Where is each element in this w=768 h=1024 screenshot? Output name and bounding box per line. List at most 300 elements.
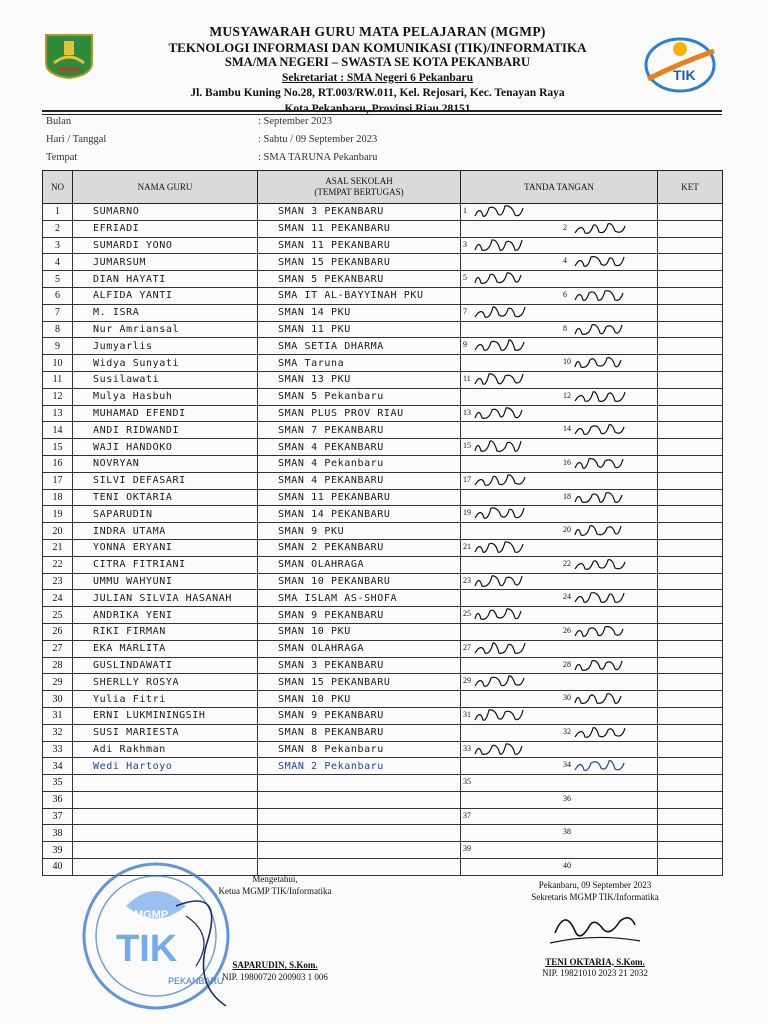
row-number: 8 xyxy=(43,321,73,338)
table-row xyxy=(43,775,723,792)
header-rule xyxy=(42,110,722,112)
signature-scribble-icon xyxy=(461,338,658,354)
table-row xyxy=(43,607,723,624)
school-name: SMA IT AL-BAYYINAH PKU xyxy=(258,287,461,304)
ket-cell xyxy=(658,607,723,624)
signature-number: 34 xyxy=(563,760,571,770)
signature-scribble-icon xyxy=(461,305,658,321)
signature-number: 19 xyxy=(463,508,471,518)
table-row xyxy=(43,758,723,775)
signature-cell xyxy=(461,590,658,607)
signature-scribble-icon xyxy=(461,355,658,371)
signature-number: 15 xyxy=(463,441,471,451)
signature-number: 11 xyxy=(463,373,471,383)
school-name: SMAN 15 PEKANBARU xyxy=(258,254,461,271)
secretary-nip: NIP. 19821010 2023 21 2032 xyxy=(542,968,648,978)
city-province: Kota Pekanbaru, Provinsi Riau 28151 xyxy=(284,102,471,115)
signature-number: 5 xyxy=(463,273,467,283)
row-number: 15 xyxy=(43,439,73,456)
table-row xyxy=(43,623,723,640)
acknowledged-label: Mengetahui, xyxy=(252,874,298,884)
svg-text:MGMP: MGMP xyxy=(134,909,169,921)
school-name: SMAN 11 PEKANBARU xyxy=(258,489,461,506)
signature-number: 22 xyxy=(563,558,571,568)
signature-scribble-icon xyxy=(461,574,658,590)
signature-number: 17 xyxy=(463,474,471,484)
org-name: MUSYAWARAH GURU MATA PELAJARAN (MGMP) xyxy=(209,24,546,39)
signature-scribble-icon xyxy=(461,490,658,506)
signature-number: 21 xyxy=(463,541,471,551)
signature-number: 27 xyxy=(463,642,471,652)
ket-cell xyxy=(658,842,723,859)
attendance-table xyxy=(42,170,723,876)
school-name: SMAN 5 PEKANBARU xyxy=(258,271,461,288)
signature-scribble-icon xyxy=(461,658,658,674)
signature-cell xyxy=(461,371,658,388)
teacher-name: SILVI DEFASARI xyxy=(73,472,258,489)
table-row xyxy=(43,590,723,607)
row-number: 38 xyxy=(43,825,73,842)
signature-cell xyxy=(461,439,658,456)
letterhead xyxy=(0,0,768,115)
table-row xyxy=(43,539,723,556)
teacher-name: YONNA ERYANI xyxy=(73,539,258,556)
table-row xyxy=(43,707,723,724)
table-row xyxy=(43,791,723,808)
signature-number: 35 xyxy=(463,777,471,787)
table-row xyxy=(43,825,723,842)
row-number: 33 xyxy=(43,741,73,758)
row-number: 20 xyxy=(43,523,73,540)
row-number: 39 xyxy=(43,842,73,859)
org-subject: TEKNOLOGI INFORMASI DAN KOMUNIKASI (TIK)/INFORMATIKA xyxy=(168,39,587,55)
row-number: 23 xyxy=(43,573,73,590)
row-number: 26 xyxy=(43,623,73,640)
row-number: 17 xyxy=(43,472,73,489)
school-name: SMAN 2 PEKANBARU xyxy=(258,539,461,556)
row-number: 6 xyxy=(43,287,73,304)
ket-cell xyxy=(658,640,723,657)
ket-cell xyxy=(658,472,723,489)
ket-cell xyxy=(658,573,723,590)
row-number: 35 xyxy=(43,775,73,792)
teacher-name: M. ISRA xyxy=(73,304,258,321)
signature-cell xyxy=(461,455,658,472)
school-name: SMAN 9 PEKANBARU xyxy=(258,607,461,624)
school-name: SMAN 11 PEKANBARU xyxy=(258,220,461,237)
table-row xyxy=(43,271,723,288)
ket-cell xyxy=(658,220,723,237)
row-number: 11 xyxy=(43,371,73,388)
signature-cell xyxy=(461,539,658,556)
signature-cell xyxy=(461,825,658,842)
ket-cell xyxy=(658,287,723,304)
signature-scribble-icon xyxy=(461,691,658,707)
signature-number: 14 xyxy=(563,424,571,434)
teacher-name: RIKI FIRMAN xyxy=(73,623,258,640)
signature-number: 2 xyxy=(563,222,567,232)
signatory-chair xyxy=(205,873,345,983)
table-row xyxy=(43,455,723,472)
school-name: SMAN 3 PEKANBARU xyxy=(258,204,461,221)
school-name: SMAN 8 Pekanbaru xyxy=(258,741,461,758)
signature-scribble-icon xyxy=(461,422,658,438)
table-row xyxy=(43,506,723,523)
table-row xyxy=(43,405,723,422)
teacher-name: NOVRYAN xyxy=(73,455,258,472)
table-row xyxy=(43,204,723,221)
table-row xyxy=(43,371,723,388)
school-name: SMAN 14 PEKANBARU xyxy=(258,506,461,523)
school-name: SMAN 9 PKU xyxy=(258,523,461,540)
row-number: 32 xyxy=(43,724,73,741)
teacher-name: EKA MARLITA xyxy=(73,640,258,657)
place-date: Pekanbaru, 09 September 2023 xyxy=(538,880,652,890)
signature-scribble-icon xyxy=(461,288,658,304)
school-name: SMAN 11 PEKANBARU xyxy=(258,237,461,254)
school-name: SMA SETIA DHARMA xyxy=(258,338,461,355)
table-row xyxy=(43,220,723,237)
teacher-name: MUHAMAD EFENDI xyxy=(73,405,258,422)
row-number: 3 xyxy=(43,237,73,254)
ket-cell xyxy=(658,455,723,472)
row-number: 28 xyxy=(43,657,73,674)
signature-scribble-icon xyxy=(461,590,658,606)
signature-cell xyxy=(461,287,658,304)
svg-text:PEKANBARU: PEKANBARU xyxy=(168,976,224,986)
signature-cell xyxy=(461,237,658,254)
svg-text:TIK: TIK xyxy=(673,67,696,83)
teacher-name: Adi Rakhman xyxy=(73,741,258,758)
teacher-name: JULIAN SILVIA HASANAH xyxy=(73,590,258,607)
ket-cell xyxy=(658,808,723,825)
signature-scribble-icon xyxy=(461,540,658,556)
signature-number: 31 xyxy=(463,709,471,719)
table-row xyxy=(43,388,723,405)
signature-scribble-icon xyxy=(461,473,658,489)
ket-cell xyxy=(658,237,723,254)
signature-scribble-icon xyxy=(461,271,658,287)
signature-cell xyxy=(461,623,658,640)
ket-cell xyxy=(658,506,723,523)
teacher-name: Mulya Hasbuh xyxy=(73,388,258,405)
signature-cell xyxy=(461,220,658,237)
ket-cell xyxy=(658,859,723,876)
school-name xyxy=(258,825,461,842)
table-row xyxy=(43,674,723,691)
teacher-name: WAJI HANDOKO xyxy=(73,439,258,456)
signature-number: 4 xyxy=(563,256,567,266)
signature-cell xyxy=(461,523,658,540)
ket-cell xyxy=(658,439,723,456)
teacher-name: Jumyarlis xyxy=(73,338,258,355)
letterhead-text xyxy=(105,24,650,117)
row-number: 9 xyxy=(43,338,73,355)
signature-scribble-icon xyxy=(461,254,658,270)
teacher-name: Wedi Hartoyo xyxy=(73,758,258,775)
col-ket: KET xyxy=(658,171,723,204)
teacher-name: INDRA UTAMA xyxy=(73,523,258,540)
signature-scribble-icon xyxy=(461,557,658,573)
teacher-name: DIAN HAYATI xyxy=(73,271,258,288)
teacher-name: Nur Amriansal xyxy=(73,321,258,338)
signature-cell xyxy=(461,775,658,792)
col-asal-sekolah: ASAL SEKOLAH (TEMPAT BERTUGAS) xyxy=(258,171,461,204)
ket-cell xyxy=(658,758,723,775)
signature-cell xyxy=(461,859,658,876)
address: Jl. Bambu Kuning No.28, RT.003/RW.011, Kel. Rejosari, Kec. Tenayan Raya xyxy=(190,87,565,99)
signature-cell xyxy=(461,657,658,674)
signature-number: 40 xyxy=(563,861,571,871)
signature-number: 26 xyxy=(563,625,571,635)
ket-cell xyxy=(658,775,723,792)
signature-cell xyxy=(461,758,658,775)
row-number: 37 xyxy=(43,808,73,825)
signature-number: 12 xyxy=(563,390,571,400)
ket-cell xyxy=(658,657,723,674)
teacher-name: TENI OKTARIA xyxy=(73,489,258,506)
signature-cell xyxy=(461,489,658,506)
ket-cell xyxy=(658,271,723,288)
month-label: Bulan xyxy=(46,116,72,127)
signature-number: 9 xyxy=(463,340,467,350)
secretariat: Sekretariat : SMA Negeri 6 Pekanbaru xyxy=(281,71,474,84)
signature-cell xyxy=(461,304,658,321)
signature-scribble-icon xyxy=(461,523,658,539)
school-name: SMAN 11 PKU xyxy=(258,321,461,338)
teacher-name: SUMARNO xyxy=(73,204,258,221)
signature-cell xyxy=(461,674,658,691)
teacher-name: SAPARUDIN xyxy=(73,506,258,523)
school-name xyxy=(258,808,461,825)
teacher-name: EFRIADI xyxy=(73,220,258,237)
signature-cell xyxy=(461,254,658,271)
ket-cell xyxy=(658,338,723,355)
school-name: SMAN 4 PEKANBARU xyxy=(258,439,461,456)
school-name: SMAN 2 Pekanbaru xyxy=(258,758,461,775)
ket-cell xyxy=(658,556,723,573)
signature-scribble-icon xyxy=(461,238,658,254)
table-row xyxy=(43,489,723,506)
signature-cell xyxy=(461,808,658,825)
signature-scribble-icon xyxy=(461,758,658,774)
row-number: 25 xyxy=(43,607,73,624)
ket-cell xyxy=(658,590,723,607)
signature-scribble-icon xyxy=(461,708,658,724)
table-row xyxy=(43,724,723,741)
signature-cell xyxy=(461,741,658,758)
header-rule-thin xyxy=(42,114,722,115)
ket-cell xyxy=(658,523,723,540)
school-name: SMAN 9 PEKANBARU xyxy=(258,707,461,724)
signature-cell xyxy=(461,388,658,405)
signature-number: 25 xyxy=(463,609,471,619)
signature-cell xyxy=(461,204,658,221)
signature-number: 36 xyxy=(563,793,571,803)
school-name: SMAN 4 PEKANBARU xyxy=(258,472,461,489)
teacher-name: SUMARDI YONO xyxy=(73,237,258,254)
chair-nip: NIP. 19800720 200903 1 006 xyxy=(222,972,328,982)
teacher-name: ANDRIKA YENI xyxy=(73,607,258,624)
signature-cell xyxy=(461,271,658,288)
signature-number: 37 xyxy=(463,810,471,820)
signature-number: 3 xyxy=(463,239,467,249)
school-name: SMAN 10 PKU xyxy=(258,623,461,640)
table-row xyxy=(43,287,723,304)
row-number: 16 xyxy=(43,455,73,472)
table-row xyxy=(43,472,723,489)
signature-number: 30 xyxy=(563,693,571,703)
table-row xyxy=(43,808,723,825)
signature-cell xyxy=(461,321,658,338)
row-number: 29 xyxy=(43,674,73,691)
secretary-role: Sekretaris MGMP TIK/Informatika xyxy=(531,891,659,902)
school-name: SMA ISLAM AS-SHOFA xyxy=(258,590,461,607)
date-label: Hari / Tanggal xyxy=(46,134,107,145)
row-number: 40 xyxy=(43,859,73,876)
ket-cell xyxy=(658,623,723,640)
signature-cell xyxy=(461,607,658,624)
signature-scribble-icon xyxy=(461,456,658,472)
signature-cell xyxy=(461,791,658,808)
table-row xyxy=(43,321,723,338)
signature-scribble-icon xyxy=(461,322,658,338)
ket-cell xyxy=(658,405,723,422)
ket-cell xyxy=(658,371,723,388)
row-number: 24 xyxy=(43,590,73,607)
signature-scribble-icon xyxy=(461,674,658,690)
place-label: Tempat xyxy=(46,152,78,163)
signature-number: 16 xyxy=(563,457,571,467)
chair-role: Ketua MGMP TIK/Informatika xyxy=(218,886,332,896)
table-header-row xyxy=(43,171,723,204)
school-name: SMAN PLUS PROV RIAU xyxy=(258,405,461,422)
row-number: 19 xyxy=(43,506,73,523)
row-number: 4 xyxy=(43,254,73,271)
table-row xyxy=(43,237,723,254)
row-number: 34 xyxy=(43,758,73,775)
row-number: 13 xyxy=(43,405,73,422)
school-name xyxy=(258,791,461,808)
ket-cell xyxy=(658,674,723,691)
signature-scribble-icon xyxy=(461,389,658,405)
signature-scribble-icon xyxy=(461,624,658,640)
teacher-name xyxy=(73,808,258,825)
ket-cell xyxy=(658,691,723,708)
teacher-name xyxy=(73,825,258,842)
col-no: NO xyxy=(43,171,73,204)
table-row xyxy=(43,657,723,674)
teacher-name: SHERLLY ROSYA xyxy=(73,674,258,691)
signature-number: 1 xyxy=(463,206,467,215)
school-name: SMAN OLAHRAGA xyxy=(258,640,461,657)
row-number: 31 xyxy=(43,707,73,724)
school-name: SMAN 4 Pekanbaru xyxy=(258,455,461,472)
signature-cell xyxy=(461,556,658,573)
signature-number: 18 xyxy=(563,491,571,501)
school-name: SMAN 10 PKU xyxy=(258,691,461,708)
table-row xyxy=(43,573,723,590)
school-name: SMAN 5 Pekanbaru xyxy=(258,388,461,405)
secretary-name: TENI OKTARIA, S.Kom. xyxy=(545,956,645,967)
ket-cell xyxy=(658,254,723,271)
ket-cell xyxy=(658,791,723,808)
teacher-name: Widya Sunyati xyxy=(73,355,258,372)
school-name: SMAN OLAHRAGA xyxy=(258,556,461,573)
row-number: 27 xyxy=(43,640,73,657)
row-number: 2 xyxy=(43,220,73,237)
ket-cell xyxy=(658,825,723,842)
signature-scribble-icon xyxy=(461,221,658,237)
signature-cell xyxy=(461,724,658,741)
signature-number: 7 xyxy=(463,306,467,316)
signature-scribble-icon xyxy=(461,204,658,220)
table-row xyxy=(43,338,723,355)
teacher-name: ERNI LUKMININGSIH xyxy=(73,707,258,724)
row-number: 12 xyxy=(43,388,73,405)
table-row xyxy=(43,640,723,657)
teacher-name: JUMARSUM xyxy=(73,254,258,271)
signature-number: 32 xyxy=(563,726,571,736)
signature-scribble-icon xyxy=(461,372,658,388)
signature-cell xyxy=(461,842,658,859)
ket-cell xyxy=(658,539,723,556)
school-name: SMAN 15 PEKANBARU xyxy=(258,674,461,691)
ket-cell xyxy=(658,304,723,321)
signature-cell xyxy=(461,405,658,422)
signature-cell xyxy=(461,355,658,372)
chair-name: SAPARUDIN, S.Kom. xyxy=(232,960,318,970)
table-row xyxy=(43,556,723,573)
school-name xyxy=(258,775,461,792)
org-scope: SMA/MA NEGERI – SWASTA SE KOTA PEKANBARU xyxy=(224,55,531,69)
teacher-name: Susilawati xyxy=(73,371,258,388)
signature-cell xyxy=(461,691,658,708)
table-row xyxy=(43,523,723,540)
row-number: 22 xyxy=(43,556,73,573)
signature-number: 38 xyxy=(563,827,571,837)
teacher-name: UMMU WAHYUNI xyxy=(73,573,258,590)
ket-cell xyxy=(658,204,723,221)
row-number: 1 xyxy=(43,204,73,221)
row-number: 30 xyxy=(43,691,73,708)
signature-number: 8 xyxy=(563,323,567,333)
ket-cell xyxy=(658,422,723,439)
month-value: : September 2023 xyxy=(258,116,333,127)
row-number: 18 xyxy=(43,489,73,506)
table-row xyxy=(43,304,723,321)
row-number: 14 xyxy=(43,422,73,439)
signature-number: 29 xyxy=(463,676,471,686)
secretary-signature-icon xyxy=(535,903,655,953)
signature-cell xyxy=(461,472,658,489)
signature-scribble-icon xyxy=(461,725,658,741)
table-row xyxy=(43,254,723,271)
row-number: 10 xyxy=(43,355,73,372)
signature-number: 28 xyxy=(563,659,571,669)
signature-cell xyxy=(461,506,658,523)
row-number: 21 xyxy=(43,539,73,556)
ket-cell xyxy=(658,388,723,405)
place-value: : SMA TARUNA Pekanbaru xyxy=(258,152,378,163)
signature-number: 20 xyxy=(563,525,571,535)
school-name xyxy=(258,842,461,859)
school-name: SMAN 14 PKU xyxy=(258,304,461,321)
signature-number: 33 xyxy=(463,743,471,753)
teacher-name: ALFIDA YANTI xyxy=(73,287,258,304)
ket-cell xyxy=(658,489,723,506)
school-name: SMA Taruna xyxy=(258,355,461,372)
